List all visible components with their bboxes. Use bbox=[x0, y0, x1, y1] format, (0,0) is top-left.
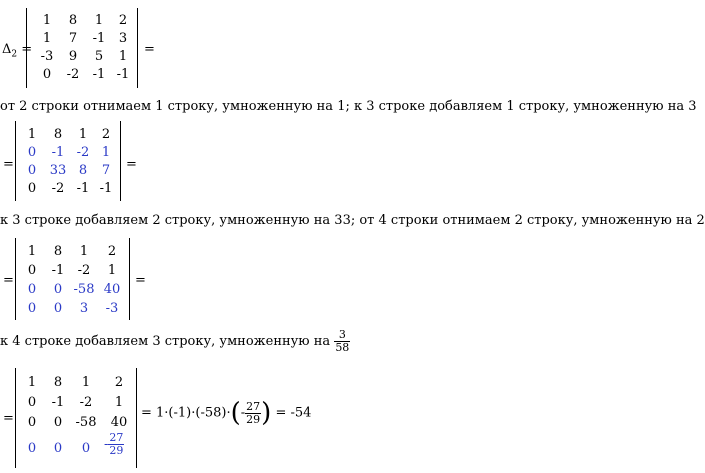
d1-cell: -3 bbox=[40, 49, 54, 64]
d4-equals-before: = bbox=[3, 411, 14, 426]
paren-open: ( bbox=[230, 398, 241, 428]
d1-cell: 1 bbox=[118, 49, 128, 64]
paren-minus: - bbox=[240, 405, 246, 421]
d4-last-fraction bbox=[108, 432, 124, 457]
d4-cell: 1 bbox=[81, 375, 91, 390]
d1-cell: 7 bbox=[68, 31, 78, 46]
d4-cell: 0 bbox=[27, 441, 37, 456]
d4-cell: 1 bbox=[27, 375, 37, 390]
d4-last-frac-den: 29 bbox=[109, 444, 124, 457]
product-text: = 1·(-1)·(-58)· bbox=[141, 405, 231, 421]
d1-cell: -1 bbox=[92, 67, 106, 82]
d3-cell: 0 bbox=[27, 282, 37, 297]
d1-cell: 9 bbox=[68, 49, 78, 64]
determinant-2 bbox=[15, 121, 121, 201]
d2-cell: -2 bbox=[76, 145, 90, 160]
d3-cell: 2 bbox=[107, 244, 117, 259]
d4-last-cell bbox=[104, 432, 124, 457]
d1-cell: 1 bbox=[42, 13, 52, 28]
d2-cell: 0 bbox=[27, 145, 37, 160]
d4-cell: -1 bbox=[51, 395, 65, 410]
d3-cell: 0 bbox=[53, 282, 63, 297]
d4-last-minus: - bbox=[104, 437, 109, 452]
determinant-1 bbox=[26, 8, 138, 88]
d2-equals-after: = bbox=[126, 157, 137, 172]
d4-last-frac-num: 27 bbox=[109, 431, 124, 444]
d1-cell: -1 bbox=[116, 67, 130, 82]
d3-cell: -3 bbox=[105, 301, 119, 316]
d1-cell: 2 bbox=[118, 13, 128, 28]
d3-cell: 40 bbox=[103, 282, 121, 297]
paren-fraction bbox=[245, 401, 261, 426]
d4-cell: 0 bbox=[81, 441, 91, 456]
d2-cell: 0 bbox=[27, 181, 37, 196]
d3-cell: 1 bbox=[27, 244, 37, 259]
step-3-frac-den: 58 bbox=[335, 341, 350, 354]
d2-cell: 0 bbox=[27, 163, 37, 178]
d2-cell: -1 bbox=[51, 145, 65, 160]
d3-cell: 0 bbox=[27, 263, 37, 278]
d3-cell: 3 bbox=[79, 301, 89, 316]
d3-equals-before: = bbox=[3, 273, 14, 288]
d1-cell: 8 bbox=[68, 13, 78, 28]
d4-cell: 40 bbox=[110, 415, 128, 430]
paren-close: ) bbox=[261, 398, 272, 428]
d4-cell: 1 bbox=[114, 395, 124, 410]
d4-cell: 0 bbox=[53, 441, 63, 456]
d2-equals-before: = bbox=[3, 157, 14, 172]
d3-cell: -2 bbox=[77, 263, 91, 278]
d2-cell: 2 bbox=[101, 127, 111, 142]
d2-cell: -1 bbox=[99, 181, 113, 196]
d2-cell: 1 bbox=[78, 127, 88, 142]
step-3-fraction bbox=[334, 329, 350, 354]
d2-cell: 8 bbox=[78, 163, 88, 178]
d2-cell: -1 bbox=[76, 181, 90, 196]
d1-cell: -1 bbox=[92, 31, 106, 46]
d1-cell: 1 bbox=[94, 13, 104, 28]
d4-cell: -58 bbox=[75, 415, 97, 430]
d4-cell: 0 bbox=[53, 415, 63, 430]
d3-cell: -1 bbox=[51, 263, 65, 278]
delta-symbol: Δ bbox=[2, 42, 12, 57]
d3-cell: 8 bbox=[53, 244, 63, 259]
d3-cell: 0 bbox=[53, 301, 63, 316]
determinant-3 bbox=[15, 238, 130, 320]
d1-cell: 0 bbox=[42, 67, 52, 82]
d1-cell: 1 bbox=[42, 31, 52, 46]
d4-cell: 0 bbox=[27, 395, 37, 410]
d4-cell: -2 bbox=[79, 395, 93, 410]
d1-cell: 3 bbox=[118, 31, 128, 46]
d2-cell: 33 bbox=[49, 163, 67, 178]
final-result: = -54 bbox=[275, 405, 312, 421]
paren-frac-den: 29 bbox=[246, 412, 261, 426]
d2-cell: 1 bbox=[101, 145, 111, 160]
d1-equals: = bbox=[144, 42, 155, 57]
d3-cell: 1 bbox=[107, 263, 117, 278]
paren-frac-num: 27 bbox=[246, 399, 261, 413]
d1-cell: 5 bbox=[94, 49, 104, 64]
step-3-frac-num: 3 bbox=[334, 329, 350, 342]
d2-cell: 1 bbox=[27, 127, 37, 142]
d2-cell: -2 bbox=[51, 181, 65, 196]
d4-result-expression bbox=[141, 400, 311, 426]
d3-cell: -58 bbox=[73, 282, 95, 297]
d3-cell: 1 bbox=[79, 244, 89, 259]
d4-cell: 0 bbox=[27, 415, 37, 430]
step-3-text: к 4 строке добавляем 3 строку, умноженную на bbox=[0, 334, 331, 349]
d3-cell: 0 bbox=[27, 301, 37, 316]
step-3-line bbox=[0, 329, 350, 354]
determinant-4 bbox=[15, 368, 137, 468]
d1-cell: -2 bbox=[66, 67, 80, 82]
d4-cell: 8 bbox=[53, 375, 63, 390]
d2-cell: 8 bbox=[53, 127, 63, 142]
delta-subscript: 2 bbox=[11, 49, 18, 60]
d3-equals-after: = bbox=[135, 273, 146, 288]
step-1-text: от 2 строки отнимаем 1 строку, умноженную на 1; к 3 строке добавляем 1 строку, умноженную на 3 bbox=[0, 99, 697, 114]
delta-equals: = bbox=[17, 42, 33, 57]
step-2-text: к 3 строке добавляем 2 строку, умноженную на 33; от 4 строки отнимаем 2 строку, умноженную на 2 bbox=[0, 213, 705, 228]
d4-cell: 2 bbox=[114, 375, 124, 390]
d2-cell: 7 bbox=[101, 163, 111, 178]
